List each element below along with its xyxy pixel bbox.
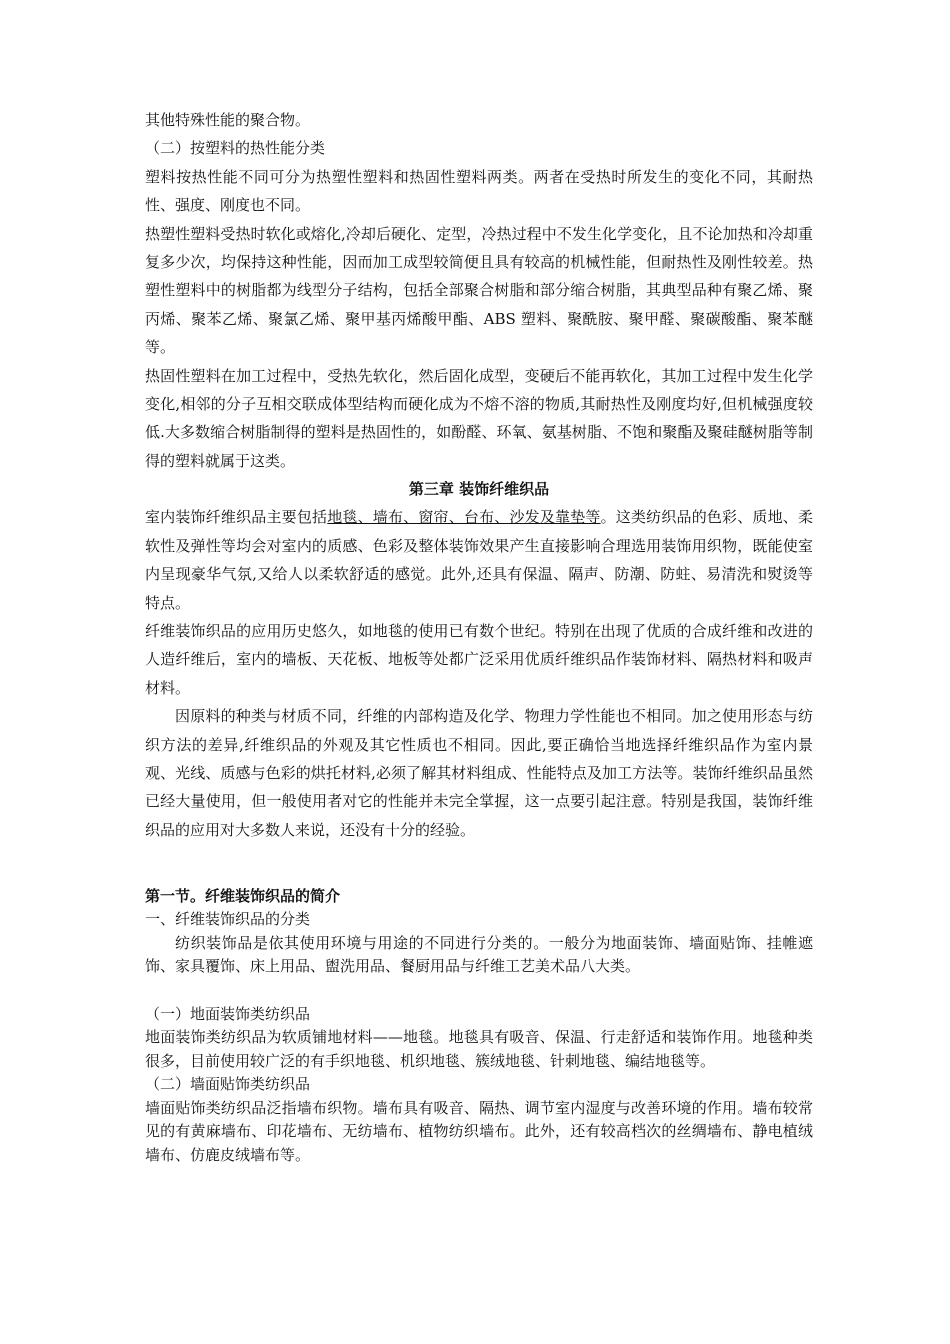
subheading-wall-textiles: （二）墙面贴饰类纺织品 xyxy=(145,1075,311,1094)
chapter-title: 第三章 装饰纤维织品 xyxy=(408,480,550,499)
paragraph: 因原料的种类与材质不同，纤维的内部构造及化学、物理力学性能也不相同。加之使用形态与纺织方法的差异,纤维织品的外观及其它性质也不相同。因此,要正确恰当地选择纤维织品作为室内景观、光线、质感与色彩的烘托材料,必须了解其材料组成、性能特点及加工方法等。装饰纤维织品虽然已经大量使用，但一般使用者对它的性能并未完全掌握，这一点要引起注意。特别是我国，装饰纤维织品的应用对大多数人来说，还没有十分的经验。 xyxy=(145,707,813,839)
paragraph: 其他特殊性能的聚合物。 xyxy=(145,111,311,129)
spacer xyxy=(145,844,813,884)
paragraph: 纺织装饰品是依其使用环境与用途的不同进行分类的。一般分为地面装饰、墙面贴饰、挂帷遮饰、家具覆饰、床上用品、盥洗用品、餐厨用品与纤维工艺美术品八大类。 xyxy=(145,933,813,976)
paragraph: 纤维装饰织品的应用历史悠久，如地毯的使用已有数个世纪。特别在出现了优质的合成纤维和改进的人造纤维后，室内的墙板、天花板、地板等处都广泛采用优质纤维织品作装饰材料、隔热材料和吸声材料。 xyxy=(145,621,813,697)
paragraph: 地面装饰类纺织品为软质铺地材料——地毯。地毯具有吸音、保温、行走舒适和装饰作用。地毯种类很多，目前使用较广泛的有手织地毯、机织地毯、簇绒地毯、针刺地毯、编结地毯等。 xyxy=(145,1028,813,1070)
subheading-classification: 一、纤维装饰织品的分类 xyxy=(145,910,311,929)
spacer xyxy=(145,979,813,1003)
underlined-text: 地毯、墙布、窗帘、台布、沙发及靠垫等 xyxy=(327,508,601,527)
paragraph xyxy=(145,503,813,617)
paragraph: 热固性塑料在加工过程中，受热先软化，然后固化成型，变硬后不能再软化，其加工过程中发生化学变化,相邻的分子互相交联成体型结构而硬化成为不熔不溶的物质,其耐热性及刚度均好,但机械强度较低.大多数缩合树脂制得的塑料是热固性的，如酚醛、环氧、氨基树脂、不饱和聚酯及聚硅醚树脂等制得的塑料就属于这类。 xyxy=(145,366,813,470)
subheading-thermal-classification: （二）按塑料的热性能分类 xyxy=(145,139,326,158)
subheading-floor-textiles: （一）地面装饰类纺织品 xyxy=(145,1004,311,1023)
text-run: 。这类纺织品的色彩、质地、柔软性及弹性等均会对室内的质感、色彩及整体装饰效果产生直接影响合理选用装饰用织物，既能使室内呈现豪华气氛,又给人以柔软舒适的感觉。此外,还具有保温、隔声、防潮、防蛀、易清洗和熨烫等特点。 xyxy=(145,508,813,612)
paragraph: 塑料按热性能不同可分为热塑性塑料和热固性塑料两类。两者在受热时所发生的变化不同，其耐热性、强度、刚度也不同。 xyxy=(145,167,813,215)
text-run: 室内装饰纤维织品主要包括 xyxy=(145,508,328,527)
document-page xyxy=(145,106,813,1167)
paragraph: 墙面贴饰类纺织品泛指墙布织物。墙布具有吸音、隔热、调节室内湿度与改善环境的作用。墙布较常见的有黄麻墙布、印花墙布、无纺墙布、植物纺织墙布。此外，还有较高档次的丝绸墙布、静电植绒墙布、仿鹿皮绒墙布等。 xyxy=(145,1098,813,1164)
paragraph: 热塑性塑料受热时软化或熔化,冷却后硬化、定型，冷热过程中不发生化学变化，且不论加热和冷却重复多少次，均保持这种性能，因而加工成型较简便且具有较高的机械性能，但耐热性及刚性较差。热塑性塑料中的树脂都为线型分子结构，包括全部聚合树脂和部分缩合树脂，其典型品种有聚乙烯、聚丙烯、聚苯乙烯、聚氯乙烯、聚甲基丙烯酸甲酯、ABS 塑料、聚酰胺、聚甲醛、聚碳酸酯、聚苯醚等。 xyxy=(145,224,813,357)
section-title: 第一节。纤维装饰织品的简介 xyxy=(145,887,341,906)
